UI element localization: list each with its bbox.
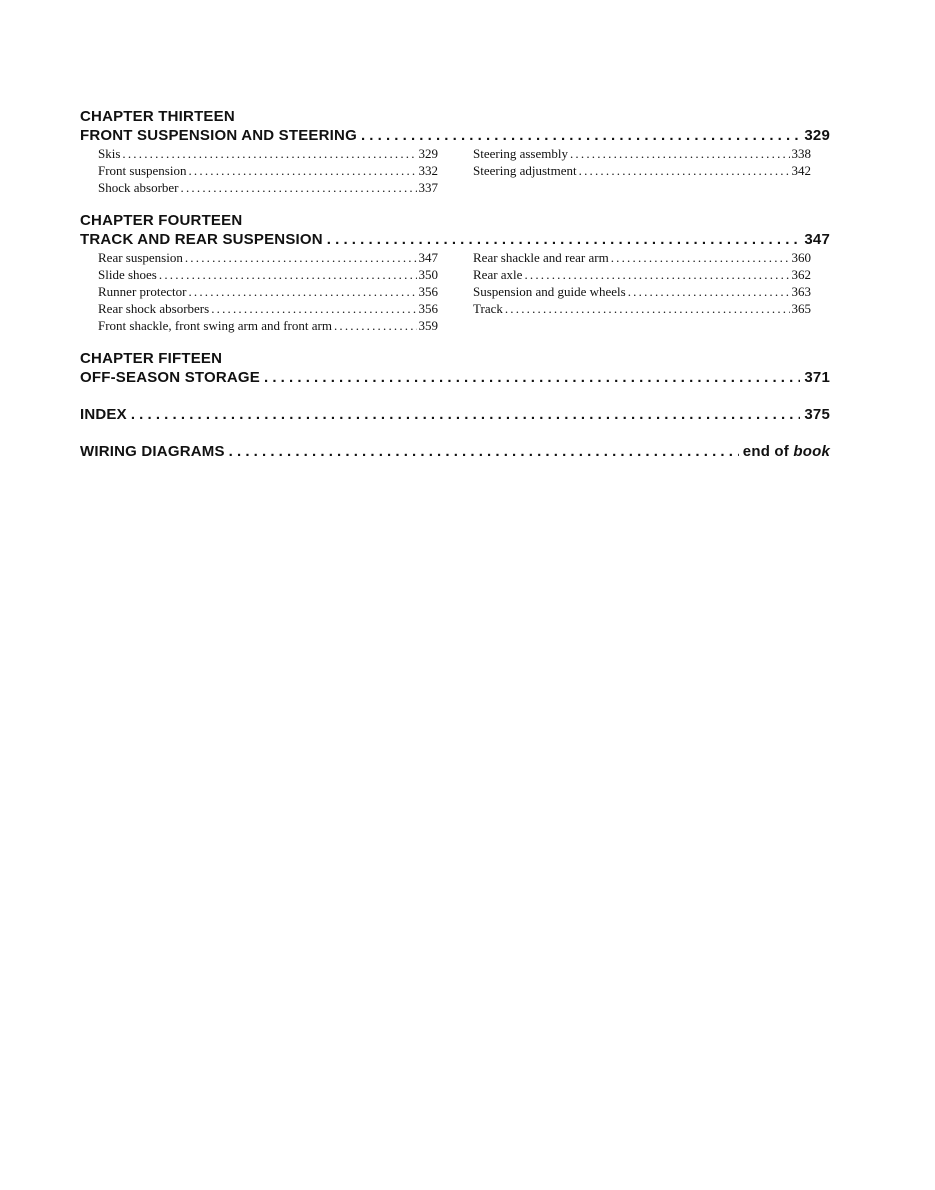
section-column-left — [98, 145, 438, 196]
dot-leader — [570, 145, 790, 162]
chapter-page: 371 — [804, 369, 830, 386]
wiring-page-suffix: book — [793, 443, 830, 460]
chapter-label: CHAPTER FIFTEEN — [80, 350, 223, 367]
section-page: 360 — [791, 250, 811, 265]
section-title: Front suspension — [98, 163, 187, 178]
dot-leader — [185, 249, 417, 266]
chapter-title: TRACK AND REAR SUSPENSION — [80, 231, 323, 248]
section-entry[interactable] — [98, 249, 438, 266]
section-page: 365 — [791, 301, 811, 316]
section-entry[interactable] — [98, 145, 438, 162]
dot-leader — [505, 300, 790, 317]
chapter-title-row[interactable] — [80, 368, 830, 387]
section-page: 350 — [418, 267, 438, 282]
wiring-page-prefix: end of — [742, 443, 794, 460]
dot-leader — [122, 145, 416, 162]
dot-leader — [628, 283, 790, 300]
section-page: 337 — [418, 180, 438, 195]
section-entry[interactable] — [98, 283, 438, 300]
dot-leader — [181, 179, 417, 196]
dot-leader — [264, 368, 800, 387]
section-page: 338 — [791, 146, 811, 161]
dot-leader — [327, 230, 801, 249]
section-entry[interactable] — [473, 266, 811, 283]
section-title: Rear shackle and rear arm — [473, 250, 609, 265]
section-title: Front shackle, front swing arm and front arm — [98, 318, 332, 333]
section-title: Shock absorber — [98, 180, 179, 195]
dot-leader — [524, 266, 789, 283]
chapter-title: OFF-SEASON STORAGE — [80, 369, 261, 386]
wiring-diagrams-page — [743, 442, 830, 461]
section-title: Skis — [98, 146, 121, 161]
chapter-thirteen — [80, 108, 830, 196]
section-page: 363 — [791, 284, 811, 299]
section-list — [80, 249, 830, 334]
section-entry[interactable] — [98, 300, 438, 317]
chapter-fourteen — [80, 212, 830, 334]
section-page: 342 — [791, 163, 811, 178]
wiring-diagrams-row[interactable] — [80, 442, 830, 461]
section-title: Rear shock absorbers — [98, 301, 210, 316]
section-page: 359 — [418, 318, 438, 333]
chapter-fifteen — [80, 350, 830, 387]
section-title: Suspension and guide wheels — [473, 284, 626, 299]
section-title: Rear suspension — [98, 250, 183, 265]
dot-leader — [159, 266, 417, 283]
section-list — [80, 145, 830, 196]
wiring-diagrams-title: WIRING DIAGRAMS — [80, 443, 225, 460]
dot-leader — [611, 249, 790, 266]
section-column-left — [98, 249, 438, 334]
chapter-page: 347 — [804, 231, 830, 248]
section-title: Track — [473, 301, 503, 316]
dot-leader — [334, 317, 417, 334]
section-entry[interactable] — [98, 179, 438, 196]
section-entry[interactable] — [473, 249, 811, 266]
chapter-title: FRONT SUSPENSION AND STEERING — [80, 127, 357, 144]
chapter-label: CHAPTER THIRTEEN — [80, 108, 235, 125]
index-row[interactable] — [80, 405, 830, 424]
section-entry[interactable] — [473, 145, 811, 162]
section-title: Runner protector — [98, 284, 187, 299]
section-entry[interactable] — [98, 162, 438, 179]
dot-leader — [188, 162, 416, 179]
chapter-title-row[interactable] — [80, 230, 830, 249]
dot-leader — [579, 162, 790, 179]
section-column-right — [473, 145, 811, 196]
section-entry[interactable] — [473, 300, 811, 317]
section-page: 356 — [418, 284, 438, 299]
dot-leader — [361, 126, 800, 145]
section-title: Rear axle — [473, 267, 523, 282]
section-entry[interactable] — [473, 162, 811, 179]
section-column-right — [473, 249, 811, 334]
chapter-title-row[interactable] — [80, 126, 830, 145]
chapter-label: CHAPTER FOURTEEN — [80, 212, 243, 229]
section-title: Steering adjustment — [473, 163, 577, 178]
section-title: Steering assembly — [473, 146, 568, 161]
section-page: 347 — [418, 250, 438, 265]
index-page: 375 — [804, 406, 830, 423]
dot-leader — [131, 405, 801, 424]
section-page: 332 — [418, 163, 438, 178]
chapter-page: 329 — [804, 127, 830, 144]
dot-leader — [229, 442, 739, 461]
index-title: INDEX — [80, 406, 127, 423]
section-page: 329 — [418, 146, 438, 161]
dot-leader — [188, 283, 416, 300]
table-of-contents — [80, 108, 830, 461]
section-page: 362 — [791, 267, 811, 282]
section-entry[interactable] — [98, 266, 438, 283]
dot-leader — [211, 300, 416, 317]
section-entry[interactable] — [98, 317, 438, 334]
section-title: Slide shoes — [98, 267, 157, 282]
section-page: 356 — [418, 301, 438, 316]
section-entry[interactable] — [473, 283, 811, 300]
